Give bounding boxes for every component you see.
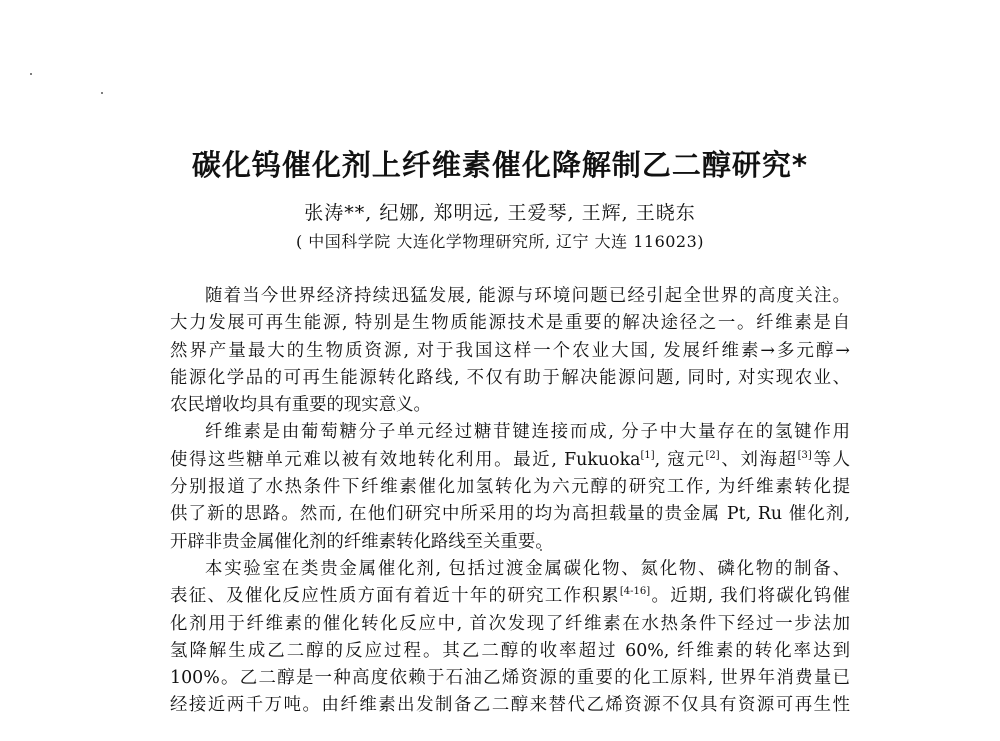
text-line: 然界产量最大的生物质资源, 对于我国这样一个农业大国, 发展纤维素→多元醇→: [170, 340, 850, 361]
paper-title: 碳化钨催化剂上纤维素催化降解制乙二醇研究*: [191, 148, 809, 182]
text-line: 能源化学品的可再生能源转化路线, 不仅有助于解决能源问题, 同时, 对实现农业、: [170, 367, 850, 388]
text-line: 氢降解生成乙二醇的反应过程。其乙二醇的收率超过 60%, 纤维素的转化率达到: [170, 640, 850, 661]
text-line: 供了新的思路。然而, 在他们研究中所采用的均为高担载量的贵金属 Pt, Ru 催化剂,: [170, 504, 850, 525]
text-segment: 使得这些糖单元难以被有效地转化利用。最近, Fukuoka: [170, 449, 641, 470]
text-line: 纤维素是由葡萄糖分子单元经过糖苷键连接而成, 分子中大量存在的氢键作用: [205, 422, 850, 443]
text-segment: 等人: [811, 449, 850, 470]
text-line: 随着当今世界经济持续迅猛发展, 能源与环境问题已经引起全世界的高度关注。: [205, 286, 850, 306]
text-segment: 、刘海超: [719, 449, 798, 470]
text-segment: 。近期, 我们将碳化钨催: [650, 586, 850, 607]
affiliation: ( 中国科学院 大连化学物理研究所, 辽宁 大连 116023): [295, 232, 705, 251]
text-line: 经接近两千万吨。由纤维素出发制备乙二醇来替代乙烯资源不仅具有资源可再生性: [170, 695, 850, 716]
text-segment: , 寇元: [654, 449, 706, 470]
text-line: 大力发展可再生能源, 特别是生物质能源技术是重要的解决途径之一。纤维素是自: [170, 313, 850, 334]
scan-speck: [30, 73, 32, 75]
citation-ref: [2]: [705, 449, 720, 461]
text-segment: 表征、及催化反应性质方面有着近十年的研究工作积累: [170, 586, 620, 607]
text-line: 农民增收均具有重要的现实意义。: [170, 395, 431, 416]
text-line: 100%。乙二醇是一种高度依赖于石油乙烯资源的重要的化工原料, 世界年消费量已: [170, 668, 850, 689]
paragraph-1: [170, 283, 850, 419]
paragraph-3: [170, 556, 850, 720]
paragraph-2: [170, 419, 850, 555]
citation-ref: [4-16]: [619, 586, 651, 598]
citation-ref: [1]: [640, 449, 655, 461]
author-list: 张涛**, 纪娜, 郑明远, 王爱琴, 王辉, 王晓东: [304, 202, 696, 224]
scan-speck: [101, 92, 103, 94]
text-line: 分别报道了水热条件下纤维素催化加氢转化为六元醇的研究工作, 为纤维素转化提: [170, 477, 850, 498]
text-line: [170, 447, 850, 474]
text-line: [170, 583, 850, 610]
text-line: 开辟非贵金属催化剂的纤维素转化路线至关重要。: [170, 531, 553, 552]
text-line: 化剂用于纤维素的催化转化反应中, 首次发现了纤维素在水热条件下经过一步法加: [170, 613, 850, 634]
text-line: 本实验室在类贵金属催化剂, 包括过渡金属碳化物、氮化物、磷化物的制备、: [205, 558, 850, 579]
citation-ref: [3]: [797, 449, 812, 461]
body-text: [170, 283, 850, 720]
